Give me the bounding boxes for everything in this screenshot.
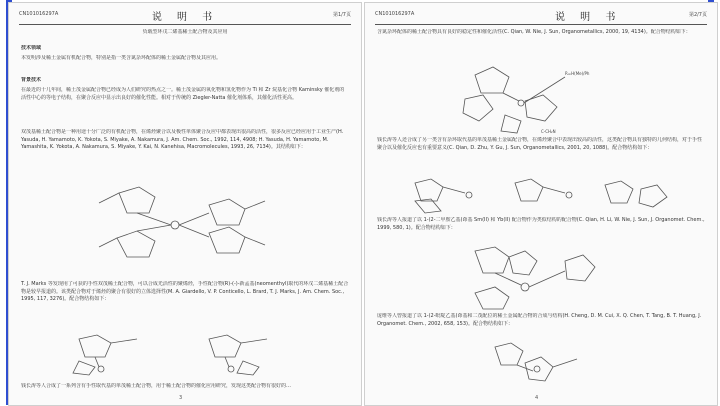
page-title: 说 明 书 [555,12,622,23]
chemical-structure-pyridine [485,339,615,389]
section-heading-background: 背景技术 [21,77,42,83]
paragraph-3: 钱长涛等人报道了以 1-(2-二甲胺乙基)茚基 Sm(II) 和 Yb(II) 配合物作为类似结构的配合物(C. Qian, H. Li, W. Nie, J. Sun, J. Organomet. Chem., 1999, 580, 1)。配合物结构如下： [377,217,705,231]
paragraph-1: 含氮杂环配体的稀土配合物具有良好的稳定性和催化活性(C. Qian, W. Nie, J. Sun, Organometallics, 2000, 19, 4134)。配合物结构如下： [377,29,691,35]
patent-number: CN101016297A [375,11,415,17]
page-number: 4 [535,395,539,401]
chemical-structure-heterocyclic-cp [405,175,685,215]
patent-number: CN101016297A [19,11,59,17]
substituent-label: C-CH₂N [541,129,556,134]
chemical-structure-indenyl [455,241,645,311]
page-header [19,8,351,22]
paragraph-2: 钱长涛等人还合成了另一类含有杂环取代基的单茂基稀土金属配合物，在烯烃聚合中表现出较高的活性，这类配合物具有独特的几何结构，对于手性聚合以及催化反应也有重要意义(C. Qian, D. Zhu, Y. Gu, J. Sun, Organometallics, 2001, 20, 1088)。配合物结构如下： [377,137,703,151]
page-number: 3 [179,395,183,401]
cp-ring-top [119,187,155,213]
background-paragraph-1: 在最近的十几年间，稀土茂金属配合物已经成为人们研究的热点之一。稀土茂金属的氧化物和氢化物作为 Ti 和 Zr 烷基化合物 Kaminsky 催化剂的活性中心的等电子结构，在聚合反应中显示出良好的催化性能。相对于传统的 Ziegler-Natta 催化剂体系，其催化活性更高。 [21,87,345,101]
patent-page-left [8,2,362,406]
page-header [375,8,707,22]
paragraph-4: 庞维等人曾报道了以 1-(2-吡啶乙基)茚基和二茂配位的稀土金属配合物的合成与结构(H. Cheng, D. M. Cui, X. Q. Chen, T. Tang, B. T. Huang, J. Organomet. Chem., 2002, 658, 153)。配合物结构如下： [377,313,702,327]
page-title: 说 明 书 [151,12,219,23]
cp-ring-bottom [117,231,155,257]
page-indicator: 第2/7页 [688,12,707,18]
invention-title: 负载型环戊二烯基稀土配合物及其应用 [142,29,228,35]
technical-field-text: 本发明涉及稀土金属有机配合物，特别是指一类含氮杂环配体的稀土金属配合物及其应用。 [21,55,222,61]
header-rule [19,24,351,25]
section-heading-technical-field: 技术领域 [21,45,42,51]
bottom-text: 钱长涛等人合成了一系列含有手性取代基的单茂稀土配合物，用于稀土配合物的催化应用研究，发现这类配合物有很好的… [21,383,292,389]
header-rule [375,24,707,25]
background-paragraph-3: T. J. Marks 等发现用了可获的手性双茂稀土配合物，可以合成光活性的聚烯烃，手性配合物(R)-(-)-新孟基(neomenthyl)取代的环戊二烯基稀土配合物是较早报道的。该类配合物对于烯烃的聚合有很好的立体选择性(M. A. Giardello, V. P. Conticello, L. Brard, T. J. Marks, J. Am. Chem. Soc., 1995, 117, 3276)。配合物结构如下： [21,281,349,302]
patent-page-right [364,2,718,406]
page-indicator: 第1/7页 [332,12,351,18]
chemical-structure-chiral-complexes [59,333,309,377]
r-group-label: R=H(Me)/Ph [565,71,590,76]
background-paragraph-2: 双茂基稀土配合物是一种用途十分广泛的有机配合物，在烯烃聚合以及极性单体聚合反应中都表现出很高的活性，很多反应已经应用于工业生产(H. Yasuda, H. Yamamoto, K. Yokota, S. Miyake, A. Nakamura, J. Am. Chem. Soc., 1992, 114, 4908; H. Yasuda, H. Yamamoto, M. Yamashita, K. Yokota, A. Nakamura, S. Miyake, Y. Kai, N. Kanehisa, Macromolecules, 1993, 26, 7134)。其结构如下： [21,129,344,150]
chemical-structure-n-heterocycle [445,55,665,135]
chemical-structure-bis-cp [79,183,289,273]
